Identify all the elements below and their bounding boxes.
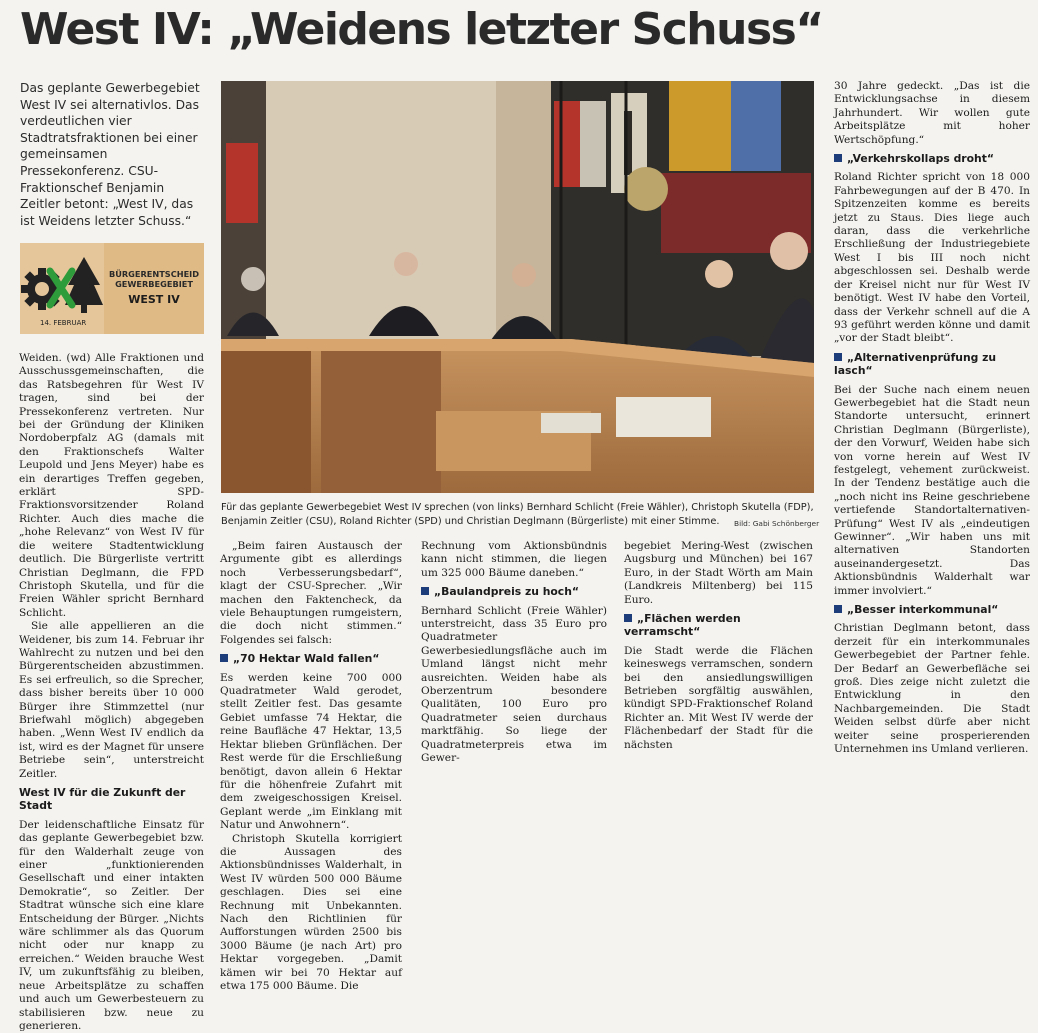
paragraph: Christoph Skutella korrigiert die Aussagen des Aktionsbündnisses Walderhalt, in West IV würden 500 000 Bäume geschlagen. Dies sei eine Rechnung mit Unbekannten. Nach den Richtlinien für Aufforstungen würden 2500 bis 3000 Bäume (je nach Art) pro Hektar vorgegeben. „Damit kämen wir bei 70 Hektar auf etwa 175 000 Bäume. Die (220, 832, 402, 992)
photo-illustration (221, 81, 814, 493)
subheading-text: „Verkehrskollaps droht“ (847, 152, 994, 166)
badge-date: 14. FEBRUAR (40, 319, 87, 327)
subhead-square-icon (834, 605, 842, 613)
paragraph: Roland Richter spricht von 18 000 Fahrbewegungen auf der B 470. In Spitzenzeiten komme es bereits jetzt zu Staus. Dies liege auch daran, dass die verkehrliche Erschließung der Industriegebiete West I bis III noch nicht abgeschlossen sei. Deshalb werde der Kreisel nicht nur für West IV benötigt. West IV habe den Vorteil, dass der Verkehr schnell auf die A 93 geführt werden könne und damit „vor der Stadt bleibt“. (834, 171, 1030, 345)
paragraph: Weiden. (wd) Alle Fraktionen und Ausschussgemeinschaften, die das Ratsbegehren für West IV tragen, sind bei der Pressekonferenz vertreten. Nur bei der Gründung der Kliniken Nordoberpfalz AG (damals mit den Fraktionschefs Walter Leupold und Jens Meyer) habe es ein derartiges Treffen gegeben, erklärt SPD-Fraktionsvorsitzender Roland Richter. Auch dies mache die „hohe Relevanz“ von West IV für die weitere Stadtentwicklung deutlich. Die Bürgerliste vertritt Christian Deglmann, die FPD Christoph Skutella, und für die Freien Wähler spricht Bernhard Schlicht. (19, 352, 204, 619)
paragraph: Es werden keine 700 000 Quadratmeter Wald gerodet, stellt Zeitler fest. Das gesamte Gebiet umfasse 74 Hektar, die reine Baufläche 47 Hektar, 13,5 Hektar blieben Grünflächen. Der Rest werde für die Erschließung benötigt, davon allein 6 Hektar für die höhenfreie Zufahrt mit dem zweigeschossigen Kreisel. Geplant werde „im Einklang mit Natur und Anwohnern“. (220, 671, 402, 832)
paragraph: Bei der Suche nach einem neuen Gewerbegebiet hat die Stadt neun Standorte untersucht, erinnert Christian Deglmann (Bürgerliste), der den Vorwurf, Weiden habe sich von vorne herein auf West IV festgelegt, vehement zurückweist. In der Tendenz bestätige auch die „noch nicht ins Reine geschriebene vertiefende Standortalternativen-Prüfung“ West IV als „eindeutigen Gewinner“. „Wir haben uns mit alternativen Standorten auseinandergesetzt. Das Aktionsbündnis Walderhalt war immer involviert.“ (834, 383, 1030, 597)
subheading (220, 652, 402, 665)
subheading (834, 351, 1030, 378)
paragraph: begebiet Mering-West (zwischen Augsburg und München) bei 167 Euro, in der Stadt Wörth am Main (Landkreis Miltenberg) bei 115 Euro. (624, 540, 813, 606)
gear-tree-logo-icon (20, 249, 104, 323)
subheading-text: „70 Hektar Wald fallen“ (233, 652, 380, 666)
subheading (624, 612, 813, 639)
article-column-1 (19, 352, 204, 1033)
subheading (834, 152, 1030, 165)
subheading-text: „Baulandpreis zu hoch“ (434, 585, 579, 599)
subhead-square-icon (624, 614, 632, 622)
subheading (834, 603, 1030, 616)
paragraph: Rechnung vom Aktionsbündnis kann nicht stimmen, die liegen um 325 000 Bäume daneben.“ (421, 540, 607, 579)
subheading-text: „Alternativenprüfung zu lasch“ (834, 350, 997, 378)
subheading-text: „Besser interkommunal“ (847, 603, 999, 617)
badge-line1: BÜRGERENTSCHEID (108, 269, 200, 279)
subhead-square-icon (834, 353, 842, 361)
paragraph: „Beim fairen Austausch der Argumente gibt es allerdings noch Verbesserungsbedarf“, klagt der CSU-Sprecher. „Wir machen den Faktencheck, da viele Behauptungen rumgeistern, die doch nicht stimmen.“ Folgendes sei falsch: (220, 540, 402, 646)
subheading: West IV für die Zukunft der Stadt (19, 786, 186, 813)
article-column-2 (220, 540, 402, 993)
paragraph: Sie alle appellieren an die Weidener, bis zum 14. Februar ihr Wahlrecht zu nutzen und bei den Bürgerentscheiden abzustimmen. Es sei erfreulich, so die Sprecher, dass bisher bereits über 10 000 Bürger ihre Stimmzettel (nur Briefwahl möglich) abgegeben haben. „Wenn West IV endlich da ist, wird es der Magnet für unsere Betriebe sein“, unterstreicht Zeitler. (19, 620, 204, 780)
paragraph: Der leidenschaftliche Einsatz für das geplante Gewerbegebiet bzw. für den Walderhalt zeuge von einer „funktionierenden Gesellschaft und einer intakten Demokratie“, so Zeitler. Der Stadtrat wünsche sich eine klare Entscheidung der Bürger. „Nichts wäre schlimmer als das Quorum nicht oder nur knapp zu erreichen.“ Weiden brauche West IV, um zukunftsfähig zu bleiben, neue Arbeitsplätze zu schaffen und auch um Gewerbesteuern zu stabilisieren bzw. neue zu generieren. (19, 818, 204, 1032)
badge-title: WEST IV (128, 293, 180, 306)
article-lead: Das geplante Gewerbegebiet West IV sei alternativlos. Das verdeutlichen vier Stadtratsfraktionen bei einer gemeinsamen Pressekonferenz. CSU-Fraktionschef Benjamin Zeitler betont: „West IV, das ist Weidens letzter Schuss.“ (20, 81, 200, 228)
article-column-4 (624, 540, 813, 752)
article-column-3 (421, 540, 607, 766)
photo-credit: Bild: Gabi Schönberger (734, 519, 820, 528)
photo-caption: Für das geplante Gewerbegebiet West IV sprechen (von links) Bernhard Schlicht (Freie Wähler), Christoph Skutella (FDP), Benjamin Zeitler (CSU), Roland Richter (SPD) und Christian Deglmann (Bürgerliste) mit einer Stimme. (221, 502, 814, 527)
paragraph: Bernhard Schlicht (Freie Wähler) unterstreicht, dass 35 Euro pro Quadratmeter Gewerbesiedlungsfläche auch im Umland längst nicht mehr ausreichten. Weiden habe als Oberzentrum besondere Qualitäten, 100 Euro pro Quadratmeter seien durchaus marktfähig. So liege der Quadratmeterpreis etwa im Gewer- (421, 604, 607, 765)
headline: West IV: „Weidens letzter Schuss“ (20, 4, 823, 55)
subheading-text: „Flächen werden verramscht“ (624, 612, 741, 639)
referendum-badge (20, 243, 204, 334)
paragraph: 30 Jahre gedeckt. „Das ist die Entwicklungsachse in diesem Jahrhundert. Wir wollen gute Arbeitsplätze mit hoher Wertschöpfung.“ (834, 80, 1030, 146)
badge-line2: GEWERBEGEBIET (115, 279, 193, 289)
paragraph: Die Stadt werde die Flächen keineswegs verramschen, sondern bei den ansiedlungswilligen Betrieben sorgfältig auswählen, kündigt SPD-Fraktionschef Roland Richter an. Mit West IV werde der Flächenbedarf der Stadt für die nächsten (624, 644, 813, 751)
subheading (421, 585, 607, 598)
subhead-square-icon (834, 154, 842, 162)
badge-subtitle (106, 269, 202, 289)
article-column-5 (834, 80, 1030, 757)
subhead-square-icon (421, 587, 429, 595)
paragraph: Christian Deglmann betont, dass derzeit für ein interkommunales Gewerbegebiet der Partner fehle. Der Bedarf an Gewerbefläche sei groß. Dies zeige nicht zuletzt die Entwicklung in den Nachbargemeinden. Die Stadt Weiden selbst dürfe aber nicht weiter seine prosperierenden Unternehmen ins Umland verlieren. (834, 622, 1030, 756)
subhead-square-icon (220, 654, 228, 662)
press-conference-photo (221, 81, 814, 493)
